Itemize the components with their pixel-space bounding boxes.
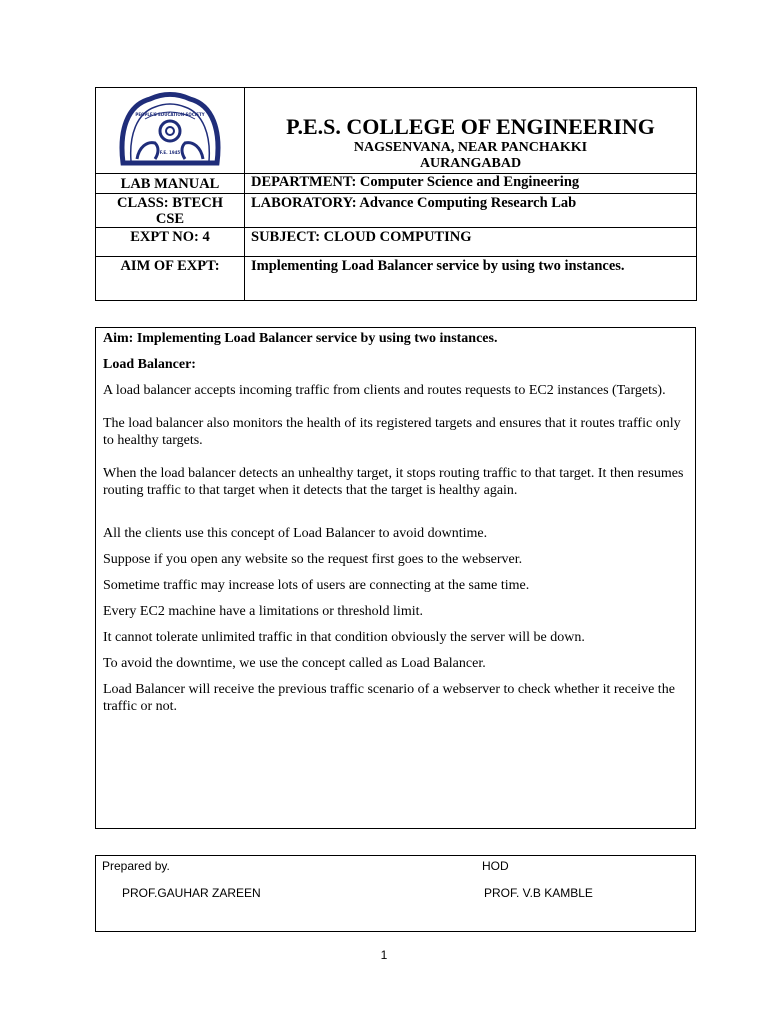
paragraph: A load balancer accepts incoming traffic from clients and routes requests to EC2 instances (Targets). [103, 383, 666, 398]
college-address-line2: AURANGABAD [419, 156, 522, 171]
logo-text: PEOPLE'S EDUCATION SOCIETY [135, 111, 205, 117]
footer-box [95, 855, 696, 932]
section-title: Load Balancer: [103, 357, 196, 372]
aim-text: Aim: Implementing Load Balancer service by using two instances. [103, 331, 498, 346]
college-address-line1: NAGSENVANA, NEAR PANCHAKKI [353, 140, 588, 155]
department-label: DEPARTMENT: [251, 174, 357, 190]
laboratory-value: Advance Computing Research Lab [359, 195, 577, 211]
expt-no-label: EXPT NO: 4 [96, 228, 245, 257]
content-box [95, 327, 696, 829]
college-logo-icon [115, 91, 225, 171]
subject-label: SUBJECT: [251, 229, 321, 245]
laboratory-cell [245, 194, 697, 228]
paragraph: When the load balancer detects an unhealthy target, it stops routing traffic to that target. It then resumes routing traffic to that target when it detects that the target is healthy again. [103, 466, 684, 498]
prepared-by-name: PROF.GAUHAR ZAREEN [122, 886, 261, 900]
subject-value: CLOUD COMPUTING [323, 229, 472, 245]
aim-of-expt-label: AIM OF EXPT: [96, 257, 245, 301]
department-cell [245, 174, 697, 194]
paragraph: Suppose if you open any website so the request first goes to the webserver. [103, 552, 523, 567]
logo-cell [96, 88, 245, 174]
lab-manual-label: LAB MANUAL [96, 174, 245, 194]
paragraph: Every EC2 machine have a limitations or threshold limit. [103, 604, 423, 619]
paragraph: It cannot tolerate unlimited traffic in that condition obviously the server will be down. [103, 630, 585, 645]
department-value: Computer Science and Engineering [359, 174, 580, 190]
logo-subtext: F.E. 1945 [159, 149, 181, 155]
hod-name: PROF. V.B KAMBLE [484, 886, 593, 900]
class-label: CLASS: BTECH CSE [96, 194, 245, 228]
subject-cell [245, 228, 697, 257]
paragraph: All the clients use this concept of Load Balancer to avoid downtime. [103, 526, 488, 541]
paragraph: To avoid the downtime, we use the concept called as Load Balancer. [103, 656, 486, 671]
header-table [95, 87, 697, 301]
page-number: 1 [380, 948, 388, 962]
prepared-by-label: Prepared by. [102, 859, 170, 873]
laboratory-label: LABORATORY: [251, 195, 357, 211]
aim-of-expt-value: Implementing Load Balancer service by using two instances. [245, 257, 697, 301]
hod-label: HOD [482, 859, 509, 873]
college-title-cell [245, 88, 697, 174]
paragraph: Sometime traffic may increase lots of users are connecting at the same time. [103, 578, 530, 593]
paragraph: The load balancer also monitors the health of its registered targets and ensures that it routes traffic only to healthy targets. [103, 416, 681, 448]
college-name: P.E.S. COLLEGE OF ENGINEERING [286, 114, 655, 139]
paragraph: Load Balancer will receive the previous traffic scenario of a webserver to check whether it receive the traffic or not. [103, 682, 675, 714]
